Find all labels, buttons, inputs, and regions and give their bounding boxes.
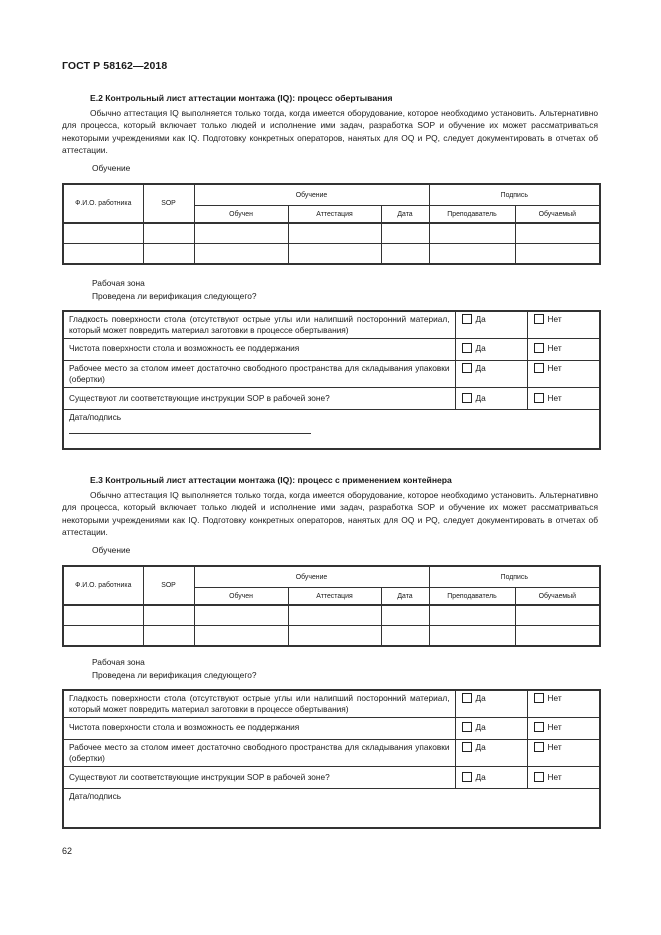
header-training-group: Обучение — [194, 566, 429, 588]
checkbox-icon[interactable] — [534, 314, 544, 324]
no-option[interactable] — [527, 311, 600, 339]
checklist-row — [63, 388, 600, 410]
verification-label-e2: Проведена ли верификация следующего? — [92, 291, 257, 301]
checklist-question: Гладкость поверхности стола (отсутствуют острые углы или налипший посторонний материал, который может повредить материал заготовки в процессе обертывания) — [63, 311, 455, 339]
header-trainee: Обучаемый — [515, 206, 600, 224]
no-option[interactable] — [527, 690, 600, 718]
checklist-row — [63, 339, 600, 360]
checklist-question: Чистота поверхности стола и возможность ее поддержания — [63, 718, 455, 739]
checkbox-icon[interactable] — [462, 693, 472, 703]
header-attestation: Аттестация — [288, 206, 381, 224]
checklist-row — [63, 718, 600, 739]
table-cell[interactable] — [381, 626, 429, 647]
checkbox-icon[interactable] — [534, 742, 544, 752]
checklist-row — [63, 690, 600, 718]
header-date: Дата — [381, 588, 429, 606]
header-signature-group: Подпись — [429, 566, 600, 588]
header-sop: SOP — [143, 184, 194, 223]
training-table-e2 — [62, 183, 601, 265]
section-title-e2: E.2 Контрольный лист аттестации монтажа (IQ): процесс обертывания — [90, 93, 393, 103]
checklist-table-e3 — [62, 689, 601, 829]
training-table-e3 — [62, 565, 601, 647]
document-header: ГОСТ Р 58162—2018 — [62, 60, 168, 72]
no-option[interactable] — [527, 767, 600, 789]
checklist-row — [63, 739, 600, 766]
table-cell[interactable] — [288, 223, 381, 244]
table-cell[interactable] — [515, 244, 600, 265]
checkbox-icon[interactable] — [462, 343, 472, 353]
no-option[interactable] — [527, 718, 600, 739]
workzone-label-e2: Рабочая зона — [92, 278, 145, 288]
table-cell[interactable] — [143, 244, 194, 265]
header-teacher: Преподаватель — [429, 588, 515, 606]
header-date: Дата — [381, 206, 429, 224]
checklist-table-e2 — [62, 310, 601, 450]
header-training-group: Обучение — [194, 184, 429, 206]
table-cell[interactable] — [381, 223, 429, 244]
table-cell[interactable] — [63, 223, 143, 244]
yes-option[interactable] — [455, 767, 527, 789]
no-label: Нет — [547, 693, 562, 703]
checklist-question: Существуют ли соответствующие инструкции SOP в рабочей зоне? — [63, 767, 455, 789]
table-cell[interactable] — [288, 244, 381, 265]
checklist-question: Рабочее место за столом имеет достаточно свободного пространства для складывания упаковки (обертки) — [63, 739, 455, 766]
yes-label: Да — [475, 772, 486, 783]
paragraph-text: Обычно аттестация IQ выполняется только тогда, когда имеется оборудование, которое необходимо установить. Альтернативно для процесса, который включает только людей и исполнение ими задач, разработка SOP и обучение их может рассматриваться некоторыми учреждениями как IQ. Подготовку конкретных операторов, нанятых для OQ и PQ, следует документировать в отчетах об аттестации. — [62, 490, 598, 537]
checkbox-icon[interactable] — [534, 343, 544, 353]
checklist-row — [63, 360, 600, 387]
checkbox-icon[interactable] — [462, 722, 472, 732]
checkbox-icon[interactable] — [462, 772, 472, 782]
yes-label: Да — [475, 362, 486, 373]
table-cell[interactable] — [429, 605, 515, 626]
no-label: Нет — [547, 722, 562, 733]
checkbox-icon[interactable] — [534, 772, 544, 782]
no-label: Нет — [547, 362, 562, 373]
checklist-row — [63, 311, 600, 339]
table-row — [63, 244, 600, 265]
checkbox-icon[interactable] — [462, 314, 472, 324]
table-cell[interactable] — [381, 244, 429, 265]
table-cell[interactable] — [429, 244, 515, 265]
header-worker-name: Ф.И.О. работника — [63, 566, 143, 605]
yes-option[interactable] — [455, 690, 527, 718]
training-label-e3: Обучение — [92, 545, 131, 555]
table-cell[interactable] — [143, 223, 194, 244]
section-paragraph-e2 — [62, 107, 598, 156]
yes-label: Да — [475, 314, 486, 324]
no-option[interactable] — [527, 739, 600, 766]
table-row — [63, 626, 600, 647]
yes-option[interactable] — [455, 718, 527, 739]
no-label: Нет — [547, 393, 562, 404]
date-signature-field[interactable] — [63, 789, 600, 829]
paragraph-text: Обычно аттестация IQ выполняется только тогда, когда имеется оборудование, которое необходимо установить. Альтернативно для процесса, который включает только людей и исполнение ими задач, разработка SOP и обучение их может рассматриваться некоторыми учреждениями как IQ. Подготовку конкретных операторов, нанятых для OQ и PQ, следует документировать в отчетах об аттестации. — [62, 108, 598, 155]
table-cell[interactable] — [515, 605, 600, 626]
yes-option[interactable] — [455, 360, 527, 387]
date-signature-label: Дата/подпись — [69, 791, 122, 802]
header-worker-name: Ф.И.О. работника — [63, 184, 143, 223]
checkbox-icon[interactable] — [534, 363, 544, 373]
no-label: Нет — [547, 343, 562, 354]
checklist-question: Существуют ли соответствующие инструкции SOP в рабочей зоне? — [63, 388, 455, 410]
yes-label: Да — [475, 741, 486, 752]
signature-row — [63, 789, 600, 829]
signature-line — [69, 433, 311, 434]
verification-label-e3: Проведена ли верификация следующего? — [92, 670, 257, 680]
table-row — [63, 223, 600, 244]
table-cell[interactable] — [288, 626, 381, 647]
date-signature-label: Дата/подпись — [69, 412, 122, 423]
table-cell[interactable] — [194, 223, 288, 244]
table-cell[interactable] — [515, 223, 600, 244]
no-label: Нет — [547, 741, 562, 752]
checklist-row — [63, 767, 600, 789]
table-cell[interactable] — [194, 626, 288, 647]
checkbox-icon[interactable] — [534, 722, 544, 732]
page-number: 62 — [62, 846, 73, 856]
table-cell[interactable] — [194, 605, 288, 626]
table-cell[interactable] — [429, 626, 515, 647]
checkbox-icon[interactable] — [534, 393, 544, 403]
section-title-e3: E.3 Контрольный лист аттестации монтажа (IQ): процесс с применением контейнера — [90, 475, 452, 485]
header-teacher: Преподаватель — [429, 206, 515, 224]
no-option[interactable] — [527, 360, 600, 387]
yes-option[interactable] — [455, 339, 527, 360]
training-label-e2: Обучение — [92, 163, 131, 173]
checkbox-icon[interactable] — [534, 693, 544, 703]
checkbox-icon[interactable] — [462, 393, 472, 403]
date-signature-field[interactable] — [63, 410, 600, 450]
signature-row — [63, 410, 600, 450]
header-sop: SOP — [143, 566, 194, 605]
table-cell[interactable] — [63, 626, 143, 647]
table-cell[interactable] — [381, 605, 429, 626]
no-option[interactable] — [527, 388, 600, 410]
no-label: Нет — [547, 772, 562, 783]
table-cell[interactable] — [429, 223, 515, 244]
checklist-question: Чистота поверхности стола и возможность ее поддержания — [63, 339, 455, 360]
header-signature-group: Подпись — [429, 184, 600, 206]
yes-option[interactable] — [455, 739, 527, 766]
checkbox-icon[interactable] — [462, 742, 472, 752]
checkbox-icon[interactable] — [462, 363, 472, 373]
no-option[interactable] — [527, 339, 600, 360]
table-cell[interactable] — [288, 605, 381, 626]
checklist-question: Рабочее место за столом имеет достаточно свободного пространства для складывания упаковки (обертки) — [63, 360, 455, 387]
yes-label: Да — [475, 693, 486, 703]
yes-label: Да — [475, 722, 486, 733]
table-cell[interactable] — [63, 605, 143, 626]
yes-option[interactable] — [455, 311, 527, 339]
header-trainee: Обучаемый — [515, 588, 600, 606]
yes-option[interactable] — [455, 388, 527, 410]
header-trained: Обучен — [194, 588, 288, 606]
checklist-question: Гладкость поверхности стола (отсутствуют острые углы или налипший посторонний материал, который может повредить материал заготовки в процессе обертывания) — [63, 690, 455, 718]
table-cell[interactable] — [194, 244, 288, 265]
table-row — [63, 605, 600, 626]
workzone-label-e3: Рабочая зона — [92, 657, 145, 667]
section-paragraph-e3 — [62, 489, 598, 538]
table-cell[interactable] — [63, 244, 143, 265]
yes-label: Да — [475, 343, 486, 354]
table-cell[interactable] — [515, 626, 600, 647]
table-cell[interactable] — [143, 626, 194, 647]
yes-label: Да — [475, 393, 486, 404]
header-trained: Обучен — [194, 206, 288, 224]
no-label: Нет — [547, 314, 562, 324]
header-attestation: Аттестация — [288, 588, 381, 606]
table-cell[interactable] — [143, 605, 194, 626]
